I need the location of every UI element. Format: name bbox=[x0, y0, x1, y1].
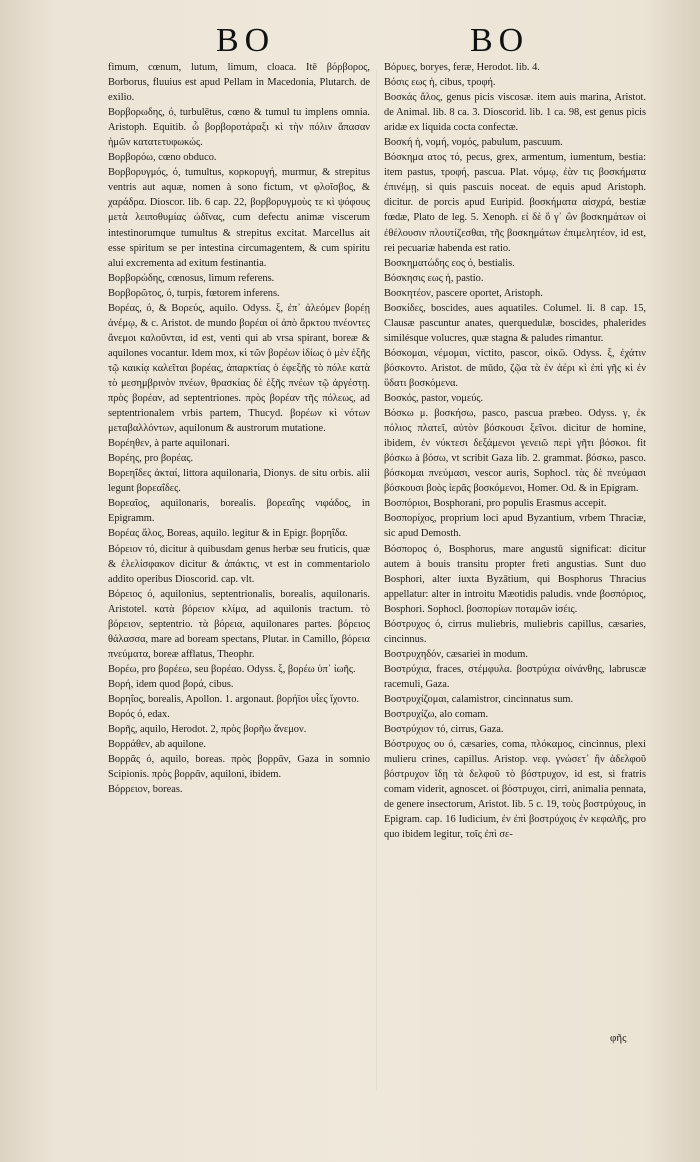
dictionary-entry: Βοστρύχια, fraces, στέμφυλα. βοστρύχια οἰνάνθης, labruscæ racemuli, Gaza. bbox=[384, 663, 646, 690]
dictionary-entry: Βόσκω μ. βοσκήσω, pasco, pascua præbeo. Odyss. γ, ἐκ πόλιος πλατεῖ, αὐτὸν βόσκουσι ξεῖνοι. dicitur de homine, ibidem, ἐν νύκτεσι δεξάμενοι γενειῶ περὶ γῆτι βόσκοι. fit βόσκω à βόσω, vt scribit Gaza lib. 2. grammat. βόσκω, pasco. βόσκομαι πνεύμασι, vescor auris, Sophocl. τὰς δὲ πνεύμασι βόσκουσι βοὸς ἱερᾶς βοσκόμενοι, Homer. Od. & in Epigram. bbox=[384, 408, 646, 495]
dictionary-entry: Βόρρειον, boreas. bbox=[108, 784, 183, 796]
dictionary-entry: Βορράθεν, ab aquilone. bbox=[108, 739, 206, 751]
dictionary-entry: Βορβορυγμός, ό, tumultus, κορκορυγή, murmur, & strepitus ventris aut aquæ, nomen à sono fictum, vt φλοῖσβος, & χαράδρα. Dioscor. lib. 6 cap. 22, βορβορυγμοὺς τε κὶ ψόφους μετὰ λειποθυμίας ὠδῖνας, cum defectu animæ viscerum intestinorumque tumultus & strepitus excitat. Marcellus ait esse spiritum se per intestina circumagentem, & cum spiritu alui excrementa ad exitum festinantia. bbox=[108, 167, 370, 269]
dictionary-entry: Βόσκομαι, νέμομαι, victito, pascor, οἰκῶ. Odyss. ξ, ἐχάτιν βόσκοντο. Aristot. de mūdo, ζῷα τὰ ἐν ἀέρι κὶ ἐπὶ γῆς κὶ ἐν ὕδατι βοσκόμενα. bbox=[384, 347, 646, 389]
dictionary-entry: Βοστρύχιον τό, cirrus, Gaza. bbox=[384, 724, 504, 736]
dictionary-entry: Βοσκίδες, boscides, aues aquatiles. Columel. li. 8 cap. 15, Clausæ pascuntur anates, querquedulæ, boscides, phalerides similésque volucres, quæ stagna & paludes rimantur. bbox=[384, 302, 646, 344]
dictionary-entry: Βοσκητέον, pascere oportet, Aristoph. bbox=[384, 287, 543, 299]
dictionary-entry: Βορηΐος, borealis, Apollon. 1. argonaut. βορήϊοι υἷες ἴχοντο. bbox=[108, 693, 360, 705]
dictionary-entry: Βοσπορίχος, proprium loci apud Byzantium, vrbem Thraciæ, sic apud Demosth. bbox=[384, 513, 646, 540]
dictionary-entry: Βορέας, ό, & Βορεύς, aquilo. Odyss. ξ, ἐπ᾽ ἀλεόμεν βορέῃ ἀνέμῳ, & c. Aristot. de mundo βορέαι οἱ ἀπὸ ἄρκτου πνέοντες ἄνεμοι καλοῦνται, id est, venti qui ab vrsa spirant, boreæ & aquilones vocantur. Idem mox, κὶ τῶν βορέων ἰδίως ὁ μὲν ἑξῆς τῷ καικίᾳ καλεῖται βορέας, ἀπαρκτίας ὁ ἐφεξῆς τὸ πόλε κατὰ τὸ μεσημβρινὸν πνέων, θρασκίας δὲ ἑξῆς πνέων τῷ ἀργέστῃ. πρὸς βορέαν, ad septentriones. πρὸς βορέαν τῆς πόλεως, ad septentrionalem vrbis partem, Thucyd. βορέων κὶ νότων μεταβαλλόντων, aquilonum & austrorum mutatione. bbox=[108, 302, 370, 435]
dictionary-entry: Βοστρυχίζω, alo comam. bbox=[384, 709, 489, 721]
column-gutter bbox=[376, 70, 377, 1090]
dictionary-entry: Βοστρυχηδόν, cæsariei in modum. bbox=[384, 648, 528, 660]
dictionary-entry: Βοσκός, pastor, νομεύς. bbox=[384, 393, 484, 405]
dictionary-entry: Βόσκησις εως ἡ, pastio. bbox=[384, 272, 484, 284]
dictionary-entry: Βόρειον τό, dicitur à quibusdam genus herbæ seu fruticis, quæ & ἐλελίσφακον dicitur & ἀπάκτις, vt est in commentariolo addito operibus Dioscorid. cap. vlt. bbox=[108, 543, 370, 585]
dictionary-entry: Βορέης, pro βορέας. bbox=[108, 453, 194, 465]
running-head-left: BO bbox=[216, 22, 276, 59]
dictionary-entry: Βόσπορος ό, Bosphorus, mare angustū significat: dicitur autem à bouis transitu propter freti angustias. Sunt duo Bosphori, alter iuxta Byzātium, qui Bosphorus Thracius appellatur: alter in introitu Mæotidis paludis. vnde βοσπόριος, Bosphori. Sophocl. βοσπορίων ποταμῶν ἰσέις. bbox=[384, 543, 646, 615]
dictionary-entry: Βορῆς, aquilo, Herodot. 2, πρὸς βορῆω ἄνεμον. bbox=[108, 724, 307, 736]
dictionary-entry: Βορεηΐδες ἀκταί, littora aquilonaria, Dionys. de situ orbis. alii legunt βορεαΐδες. bbox=[108, 468, 370, 495]
dictionary-entry: Βοσκή ἡ, νομή, νομός, pabulum, pascuum. bbox=[384, 137, 563, 149]
running-head-right: BO bbox=[470, 22, 530, 59]
dictionary-entry: Βορβορῶτος, ό, turpis, fœtorem inferens. bbox=[108, 287, 280, 299]
dictionary-entry: Βόρυες, boryes, feræ, Herodot. lib. 4. bbox=[384, 62, 540, 73]
dictionary-entry: Βόστρυχος ου ό, cæsaries, coma, πλόκαμος, cincinnus, plexi mulieru crines, capillus. Aristop. νεφ. γνώσετ᾽ ἢν ἀδελφοῦ βόστρυχον ἴδῃ τὰ δελφοῦ τὸ βόστρυχον, id est, si fratris comam viderit, agnoscet. οἱ βόστρυχοι, cirri, animalia pennata, de genere insectorum, Aristot. lib. 5 c. 19, τοὺς βοστρύχους, in Epigram. cap. 16 Iudicium, ἐν ἐπὶ βοστρύχοις ἐν κεφαλῆς, pro quo ibidem legitur, τοῖς ἐπὶ σε- bbox=[384, 739, 646, 841]
dictionary-entry: Βορέηθεν, à parte aquilonari. bbox=[108, 438, 230, 450]
dictionary-entry: Βορβορώδης, cœnosus, limum referens. bbox=[108, 272, 275, 284]
dictionary-entry: Βορέω, pro βορέεω, seu βορέαο. Odyss. ξ, βορέω ὑπ᾽ ἰωῆς. bbox=[108, 663, 356, 675]
left-column bbox=[108, 60, 370, 1120]
dictionary-entry: Βόσκημα ατος τό, pecus, grex, armentum, iumentum, bestia: item pastus, τροφή, pascua. Plat. νόμῳ, ἐὰν τις βοσκήματα ἐπινέμῃ, si quis pascuis noceat. de equis apud Aristoph. dicitur. de porcis apud Euripid. βοσκήματα αἰσχρά, bestiæ fœdæ, Plato de leg. 5. Xenoph. εἰ δὲ ὅ γ᾽ ὢν βοσκημάτων οἱ ἐθέλουσιν πλουτίζεσθαι, τῆς βοσκημάτων ἐπιμελητέον, id est, rei pecuariæ habenda est ratio. bbox=[384, 152, 646, 254]
catchword: φῆς bbox=[610, 1032, 627, 1044]
dictionary-entry: Βοσκηματώδης εος ό, bestialis. bbox=[384, 257, 515, 269]
dictionary-entry: Βόσις εως ἡ, cibus, τροφή. bbox=[384, 77, 496, 89]
dictionary-entry: Βόστρυχος ό, cirrus muliebris, muliebris capillus, cæsaries, cincinnus. bbox=[384, 618, 646, 645]
dictionary-entry: Βοστρυχίζομαι, calamistror, cincinnatus sum. bbox=[384, 693, 574, 705]
right-column bbox=[384, 60, 646, 1120]
dictionary-entry: Βοσκάς ἄλος, genus picis viscosæ. item auis marina, Aristot. de Animal. lib. 8 ca. 3. Dioscorid. lib. 1 ca. 98, est genus picis aridæ ex liquida cocta confectæ. bbox=[384, 92, 646, 134]
dictionary-entry: Βορή, idem quod βορά, cibus. bbox=[108, 678, 234, 690]
dictionary-entry: Βοσπόριοι, Bosphorani, pro populis Erasmus accepit. bbox=[384, 498, 607, 510]
dictionary-entry: Βορβορόω, cœno obduco. bbox=[108, 152, 217, 164]
dictionary-entry: fimum, cœnum, lutum, limum, cloaca. Itē βόρβορος, Borborus, fluuius est apud Pellam in Macedonia, Plutarch. de exilio. bbox=[108, 62, 370, 104]
dictionary-entry: Βορεαῖος, aquilonaris, borealis. βορεαΐης νιφάδος, in Epigramm. bbox=[108, 498, 370, 525]
dictionary-entry: Βορέας ἄλος, Boreas, aquilo. legitur & in Epigr. βορηΐδα. bbox=[108, 528, 348, 540]
dictionary-entry: Βόρειος ό, aquilonius, septentrionalis, borealis, aquilonaris. Aristotel. κατὰ βόρειον κλίμα, ad aquilonis tractum. τὸ βόρειον, septentrio. τὰ βόρεια, aquilonares partes. βόρειος θάλασσα, mare ad boream spectans, Plutar. in Camillo, βόρεια πνεύματα, boreæ afflatus, Theophr. bbox=[108, 588, 370, 660]
dictionary-entry: Βορός ό, edax. bbox=[108, 709, 170, 721]
dictionary-entry: Βορβορωδης, ό, turbulētus, cœno & tumul tu implens omnia. Aristoph. Equitib. ὦ βορβοροτάραξι κὶ τὴν πόλιν ἅπασαν ἡμῶν κατατετυφωκώς. bbox=[108, 107, 370, 149]
dictionary-entry: Βορρᾶς ό, aquilo, boreas. πρὸς βορρᾶν, Gaza in somnio Scipionis. πρὸς βορρᾶν, aquiloni, ibidem. bbox=[108, 754, 370, 781]
